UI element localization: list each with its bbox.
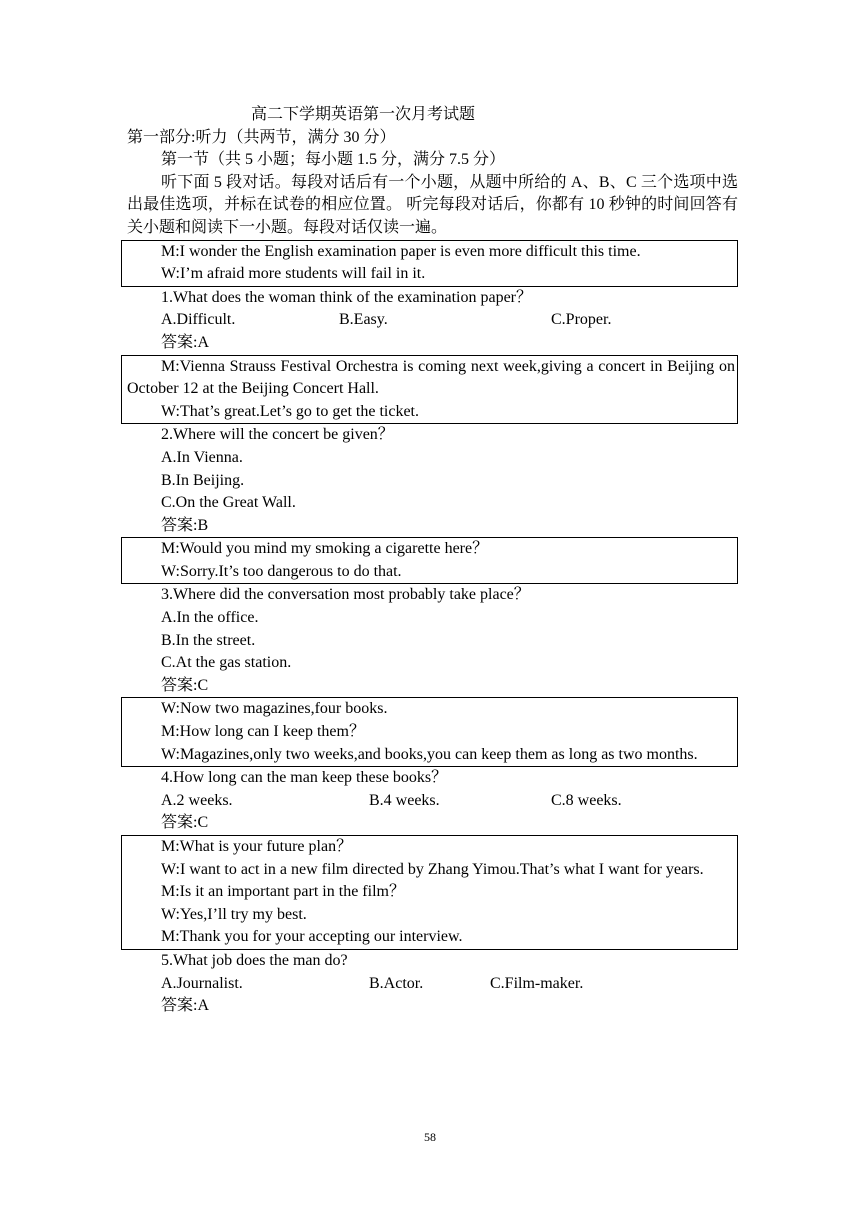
option-c: C.8 weeks. — [551, 791, 622, 809]
dialogue-line: W:Yes,I’ll try my best. — [161, 905, 307, 923]
dialogue-line: W:I want to act in a new film directed by Zhang Yimou.That’s what I want for years. — [161, 860, 704, 878]
answer-3: 答案:C — [161, 676, 209, 694]
dialogue-line: W:Magazines,only two weeks,and books,you can keep them as long as two months. — [161, 745, 698, 763]
dialogue-box-4 — [121, 697, 738, 767]
answer-5: 答案:A — [161, 997, 210, 1015]
option-c: C.At the gas station. — [161, 654, 292, 672]
section-heading: 第一节（共 5 小题；每小题 1.5 分，满分 7.5 分） — [161, 151, 506, 169]
answer-2: 答案:B — [161, 516, 209, 534]
question-2: 2.Where will the concert be given？ — [161, 426, 394, 444]
page-number: 58 — [424, 1130, 436, 1144]
option-b: B.In Beijing. — [161, 471, 245, 489]
option-b: B.4 weeks. — [369, 791, 440, 809]
options-4 — [127, 790, 738, 813]
option-c: C.Film-maker. — [490, 974, 584, 992]
option-a: A.Journalist. — [161, 974, 243, 992]
dialogue-line: W:Now two magazines,four books. — [161, 700, 388, 718]
option-a: A.In the office. — [161, 609, 259, 627]
answer-4: 答案:C — [161, 814, 209, 832]
option-a: A.In Vienna. — [161, 448, 243, 466]
dialogue-line: M:How long can I keep them？ — [161, 723, 365, 741]
dialogue-box-2 — [121, 355, 738, 425]
question-5: 5.What job does the man do? — [161, 951, 348, 969]
dialogue-line: M:Thank you for your accepting our interview. — [161, 928, 463, 946]
option-a: A.Difficult. — [161, 311, 236, 329]
dialogue-box-3 — [121, 537, 738, 584]
dialogue-line: W:I’m afraid more students will fail in it. — [161, 265, 426, 283]
dialogue-line: M:Vienna Strauss Festival Orchestra is coming next week,giving a concert in Beijing on October 12 at the Beijing Concert Hall. — [127, 357, 735, 398]
options-1 — [127, 309, 738, 332]
dialogue-line: W:Sorry.It’s too dangerous to do that. — [161, 562, 402, 580]
option-b: B.In the street. — [161, 631, 256, 649]
dialogue-box-5 — [121, 835, 738, 950]
options-5 — [127, 973, 738, 996]
option-c: C.Proper. — [551, 311, 612, 329]
question-1: 1.What does the woman think of the examination paper？ — [161, 288, 533, 306]
exam-content — [127, 104, 738, 1018]
option-b: B.Actor. — [369, 974, 424, 992]
question-3: 3.Where did the conversation most probably take place？ — [161, 586, 530, 604]
dialogue-line: M:What is your future plan？ — [161, 838, 353, 855]
dialogue-line: M:I wonder the English examination paper is even more difficult this time. — [161, 242, 641, 260]
option-b: B.Easy. — [339, 311, 388, 329]
dialogue-line: M:Would you mind my smoking a cigarette here？ — [161, 540, 489, 558]
exam-title: 高二下学期英语第一次月考试题 — [251, 106, 476, 123]
dialogue-line: M:Is it an important part in the film？ — [161, 883, 405, 901]
answer-1: 答案:A — [161, 333, 210, 351]
option-a: A.2 weeks. — [161, 791, 233, 809]
option-c: C.On the Great Wall. — [161, 494, 296, 512]
dialogue-box-1 — [121, 240, 738, 287]
dialogue-line: W:That’s great.Let’s go to get the ticket. — [161, 402, 419, 420]
instructions: 听下面 5 段对话。每段对话后有一个小题，从题中所给的 A、B、C 三个选项中选出最佳选项，并标在试卷的相应位置。 听完每段对话后，你都有 10 秒钟的时间回答有关小题和阅读下一小题。每段对话仅读一遍。 — [127, 173, 738, 236]
question-4: 4.How long can the man keep these books？ — [161, 769, 448, 787]
part-heading: 第一部分:听力（共两节，满分 30 分） — [127, 128, 396, 146]
